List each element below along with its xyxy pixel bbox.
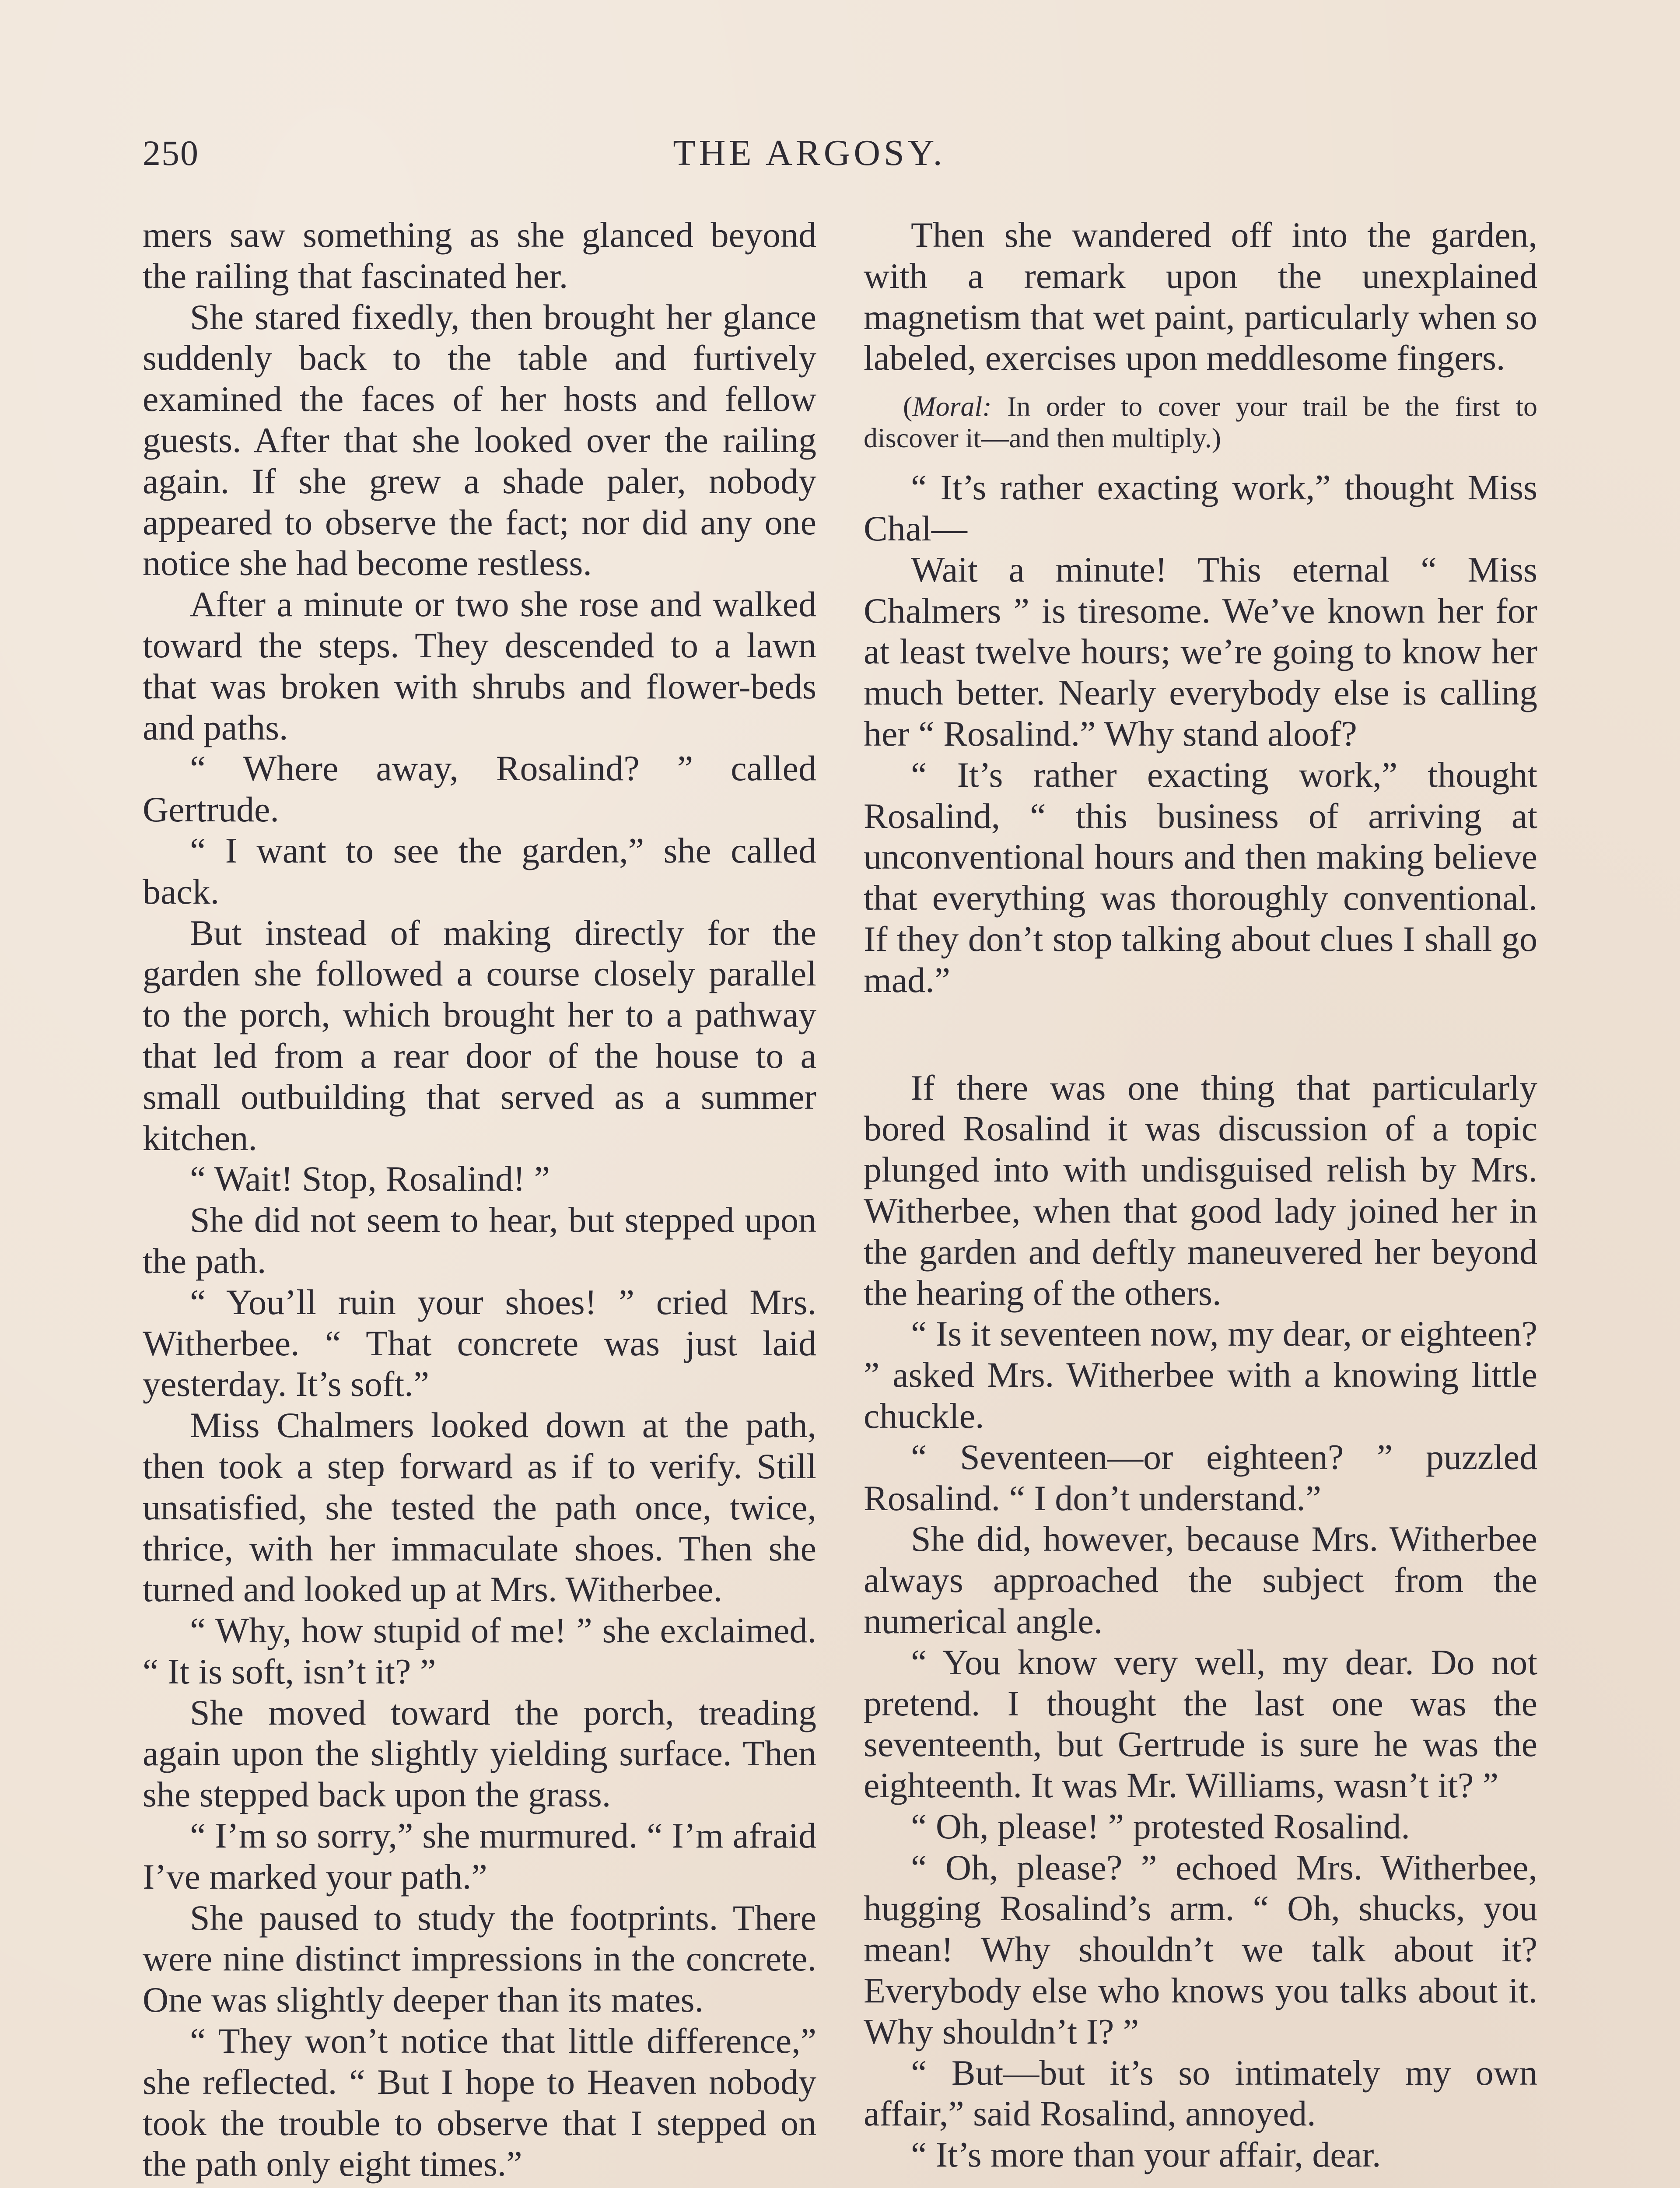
paragraph: Miss Chalmers looked down at the path, then took a step forward as if to verify. Still unsatisfied, she tested the path once, twice, thrice, with her immaculate shoes. Then she turned and looked up at Mrs. Witherbee. — [143, 1405, 816, 1609]
paragraph: After a minute or two she rose and walked toward the steps. They descended to a lawn that was broken with shrubs and flower-beds and paths. — [143, 584, 816, 747]
moral-text: In order to cover your trail be the first to discover it—and then multiply.) — [864, 391, 1537, 454]
moral-note — [864, 391, 1537, 454]
paragraph: “ Why, how stupid of me! ” she exclaimed. “ It is soft, isn’t it? ” — [143, 1610, 816, 1691]
paragraph: “ They won’t notice that little difference,” she reflected. “ But I hope to Heaven nobody took the trouble to observe that I stepped on the path only eight times.” — [143, 2021, 816, 2184]
paragraph: But instead of making directly for the garden she followed a course closely parallel to the porch, which brought her to a pathway that led from a rear door of the house to a small outbuilding that served as a summer kitchen. — [143, 912, 816, 1158]
paragraph: “ Wait! Stop, Rosalind! ” — [190, 1159, 550, 1199]
paragraph: “ Where away, Rosalind? ” called Gertrude. — [143, 748, 816, 830]
moral-open: ( — [903, 391, 913, 422]
paragraph: She did, however, because Mrs. Witherbee always approached the subject from the numerical angle. — [864, 1519, 1537, 1641]
paragraph: “ Oh, please? ” echoed Mrs. Witherbee, hugging Rosalind’s arm. “ Oh, shucks, you mean! Why shouldn’t we talk about it? Everybody else who knows you talks about it. Why shouldn’t I? ” — [864, 1847, 1537, 2051]
page-number: 250 — [143, 133, 199, 173]
paragraph: “ Oh, please! ” protested Rosalind. — [911, 1806, 1410, 1846]
left-text-column — [143, 214, 816, 2184]
paragraph: “ You’ll ruin your shoes! ” cried Mrs. Witherbee. “ That concrete was just laid yesterday. It’s soft.” — [143, 1282, 816, 1404]
paragraph: “ I’m so sorry,” she murmured. “ I’m afraid I’ve marked your path.” — [143, 1816, 816, 1897]
right-text-column — [864, 214, 1537, 2175]
paragraph: She paused to study the footprints. There were nine distinct impressions in the concrete. One was slightly deeper than its mates. — [143, 1897, 816, 2020]
paragraph: Wait a minute! This eternal “ Miss Chalmers ” is tiresome. We’ve known her for at least twelve hours; we’re going to know her much better. Nearly everybody else is calling her “ Rosalind.” Why stand aloof? — [864, 549, 1537, 754]
paragraph: “ It’s rather exacting work,” thought Miss Chal— — [864, 467, 1537, 548]
paragraph: She moved toward the porch, treading again upon the slightly yielding surface. Then she stepped back upon the grass. — [143, 1692, 816, 1815]
paragraph: She stared fixedly, then brought her glance suddenly back to the table and furtively examined the faces of her hosts and fellow guests. After that she looked over the railing again. If she grew a shade paler, nobody appeared to observe the fact; nor did any one notice she had become restless. — [143, 297, 816, 583]
paragraph: “ Is it seventeen now, my dear, or eighteen? ” asked Mrs. Witherbee with a knowing little chuckle. — [864, 1314, 1537, 1436]
paragraph: She did not seem to hear, but stepped upon the path. — [143, 1200, 816, 1281]
section-break — [864, 1001, 1537, 1067]
paragraph: “ But—but it’s so intimately my own affair,” said Rosalind, annoyed. — [864, 2052, 1537, 2134]
paragraph: Then she wandered off into the garden, with a remark upon the unexplained magnetism that wet paint, particularly when so labeled, exercises upon meddlesome fingers. — [864, 215, 1537, 378]
paragraph: mers saw something as she glanced beyond the railing that fascinated her. — [143, 215, 816, 296]
paragraph: If there was one thing that particularly bored Rosalind it was discussion of a topic plunged into with undisguised relish by Mrs. Witherbee, when that good lady joined her in the garden and deftly maneuvered her beyond the hearing of the others. — [864, 1067, 1537, 1313]
moral-label: Moral: — [912, 391, 992, 422]
running-title: THE ARGOSY. — [673, 133, 946, 173]
paragraph: “ It’s more than your affair, dear. — [911, 2135, 1381, 2175]
paragraph: “ I want to see the garden,” she called back. — [143, 830, 816, 912]
paragraph: “ It’s rather exacting work,” thought Rosalind, “ this business of arriving at unconventional hours and then making believe that everything was thoroughly conventional. If they don’t stop talking about clues I shall go mad.” — [864, 754, 1537, 1000]
paragraph: “ You know very well, my dear. Do not pretend. I thought the last one was the seventeenth, but Gertrude is sure he was the eighteenth. It was Mr. Williams, wasn’t it? ” — [864, 1642, 1537, 1806]
paragraph: “ Seventeen—or eighteen? ” puzzled Rosalind. “ I don’t understand.” — [864, 1437, 1537, 1518]
